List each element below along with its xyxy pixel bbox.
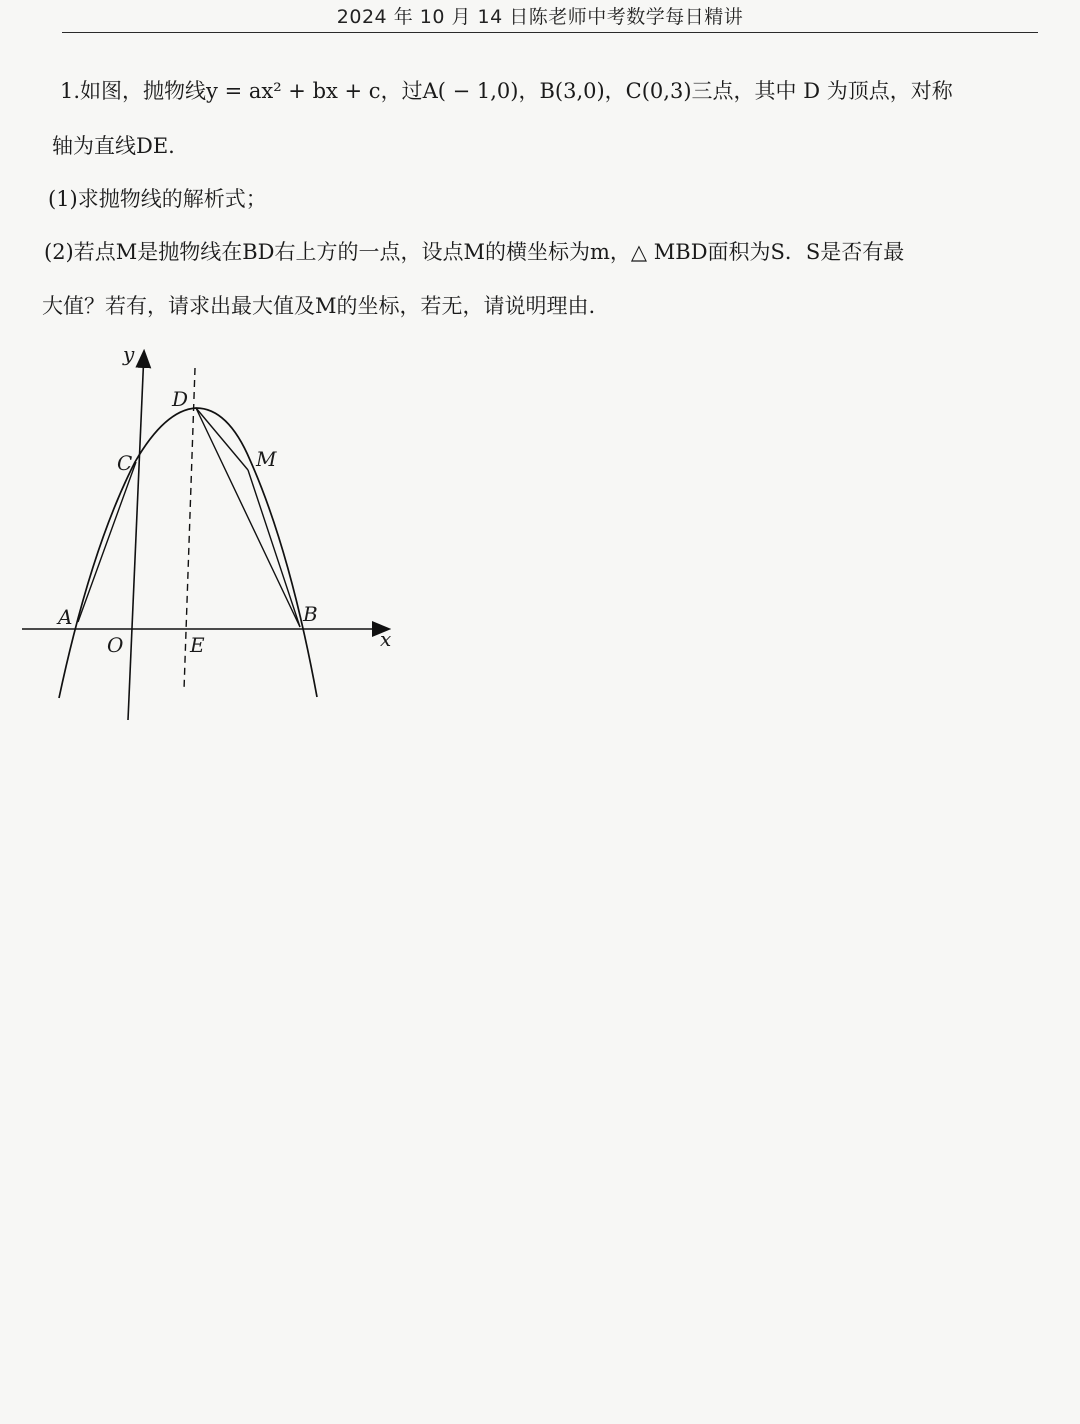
label-e: E	[190, 633, 205, 657]
segment-ac	[78, 462, 136, 622]
label-d: D	[172, 387, 189, 411]
label-m: M	[256, 447, 277, 471]
problem-statement-line2: 轴为直线DE.	[52, 134, 175, 158]
label-b: B	[303, 602, 318, 626]
y-axis	[128, 352, 144, 720]
parabola-figure	[0, 330, 430, 730]
segment-db	[196, 408, 300, 627]
question-part-2-line2: 大值？若有，请求出最大值及M的坐标，若无，请说明理由.	[42, 294, 596, 318]
problem-statement-line1: 1.如图，抛物线y = ax² + bx + c，过A( − 1,0)，B(3,0)，C(0,3)三点，其中 D 为顶点，对称	[60, 79, 953, 103]
segment-mb	[248, 470, 300, 627]
header-title: 2024 年 10 月 14 日陈老师中考数学每日精讲	[336, 6, 744, 28]
label-c: C	[117, 451, 133, 475]
question-part-1: (1)求抛物线的解析式；	[48, 187, 267, 211]
header-rule	[62, 32, 1038, 33]
parabola-diagram	[0, 330, 430, 730]
label-y: y	[123, 342, 135, 366]
question-part-2-line1: (2)若点M是抛物线在BD右上方的一点，设点M的横坐标为m，△ MBD面积为S．S是否有最	[44, 240, 905, 264]
label-o: O	[107, 633, 124, 657]
label-x: x	[380, 627, 392, 651]
label-a: A	[58, 605, 73, 629]
